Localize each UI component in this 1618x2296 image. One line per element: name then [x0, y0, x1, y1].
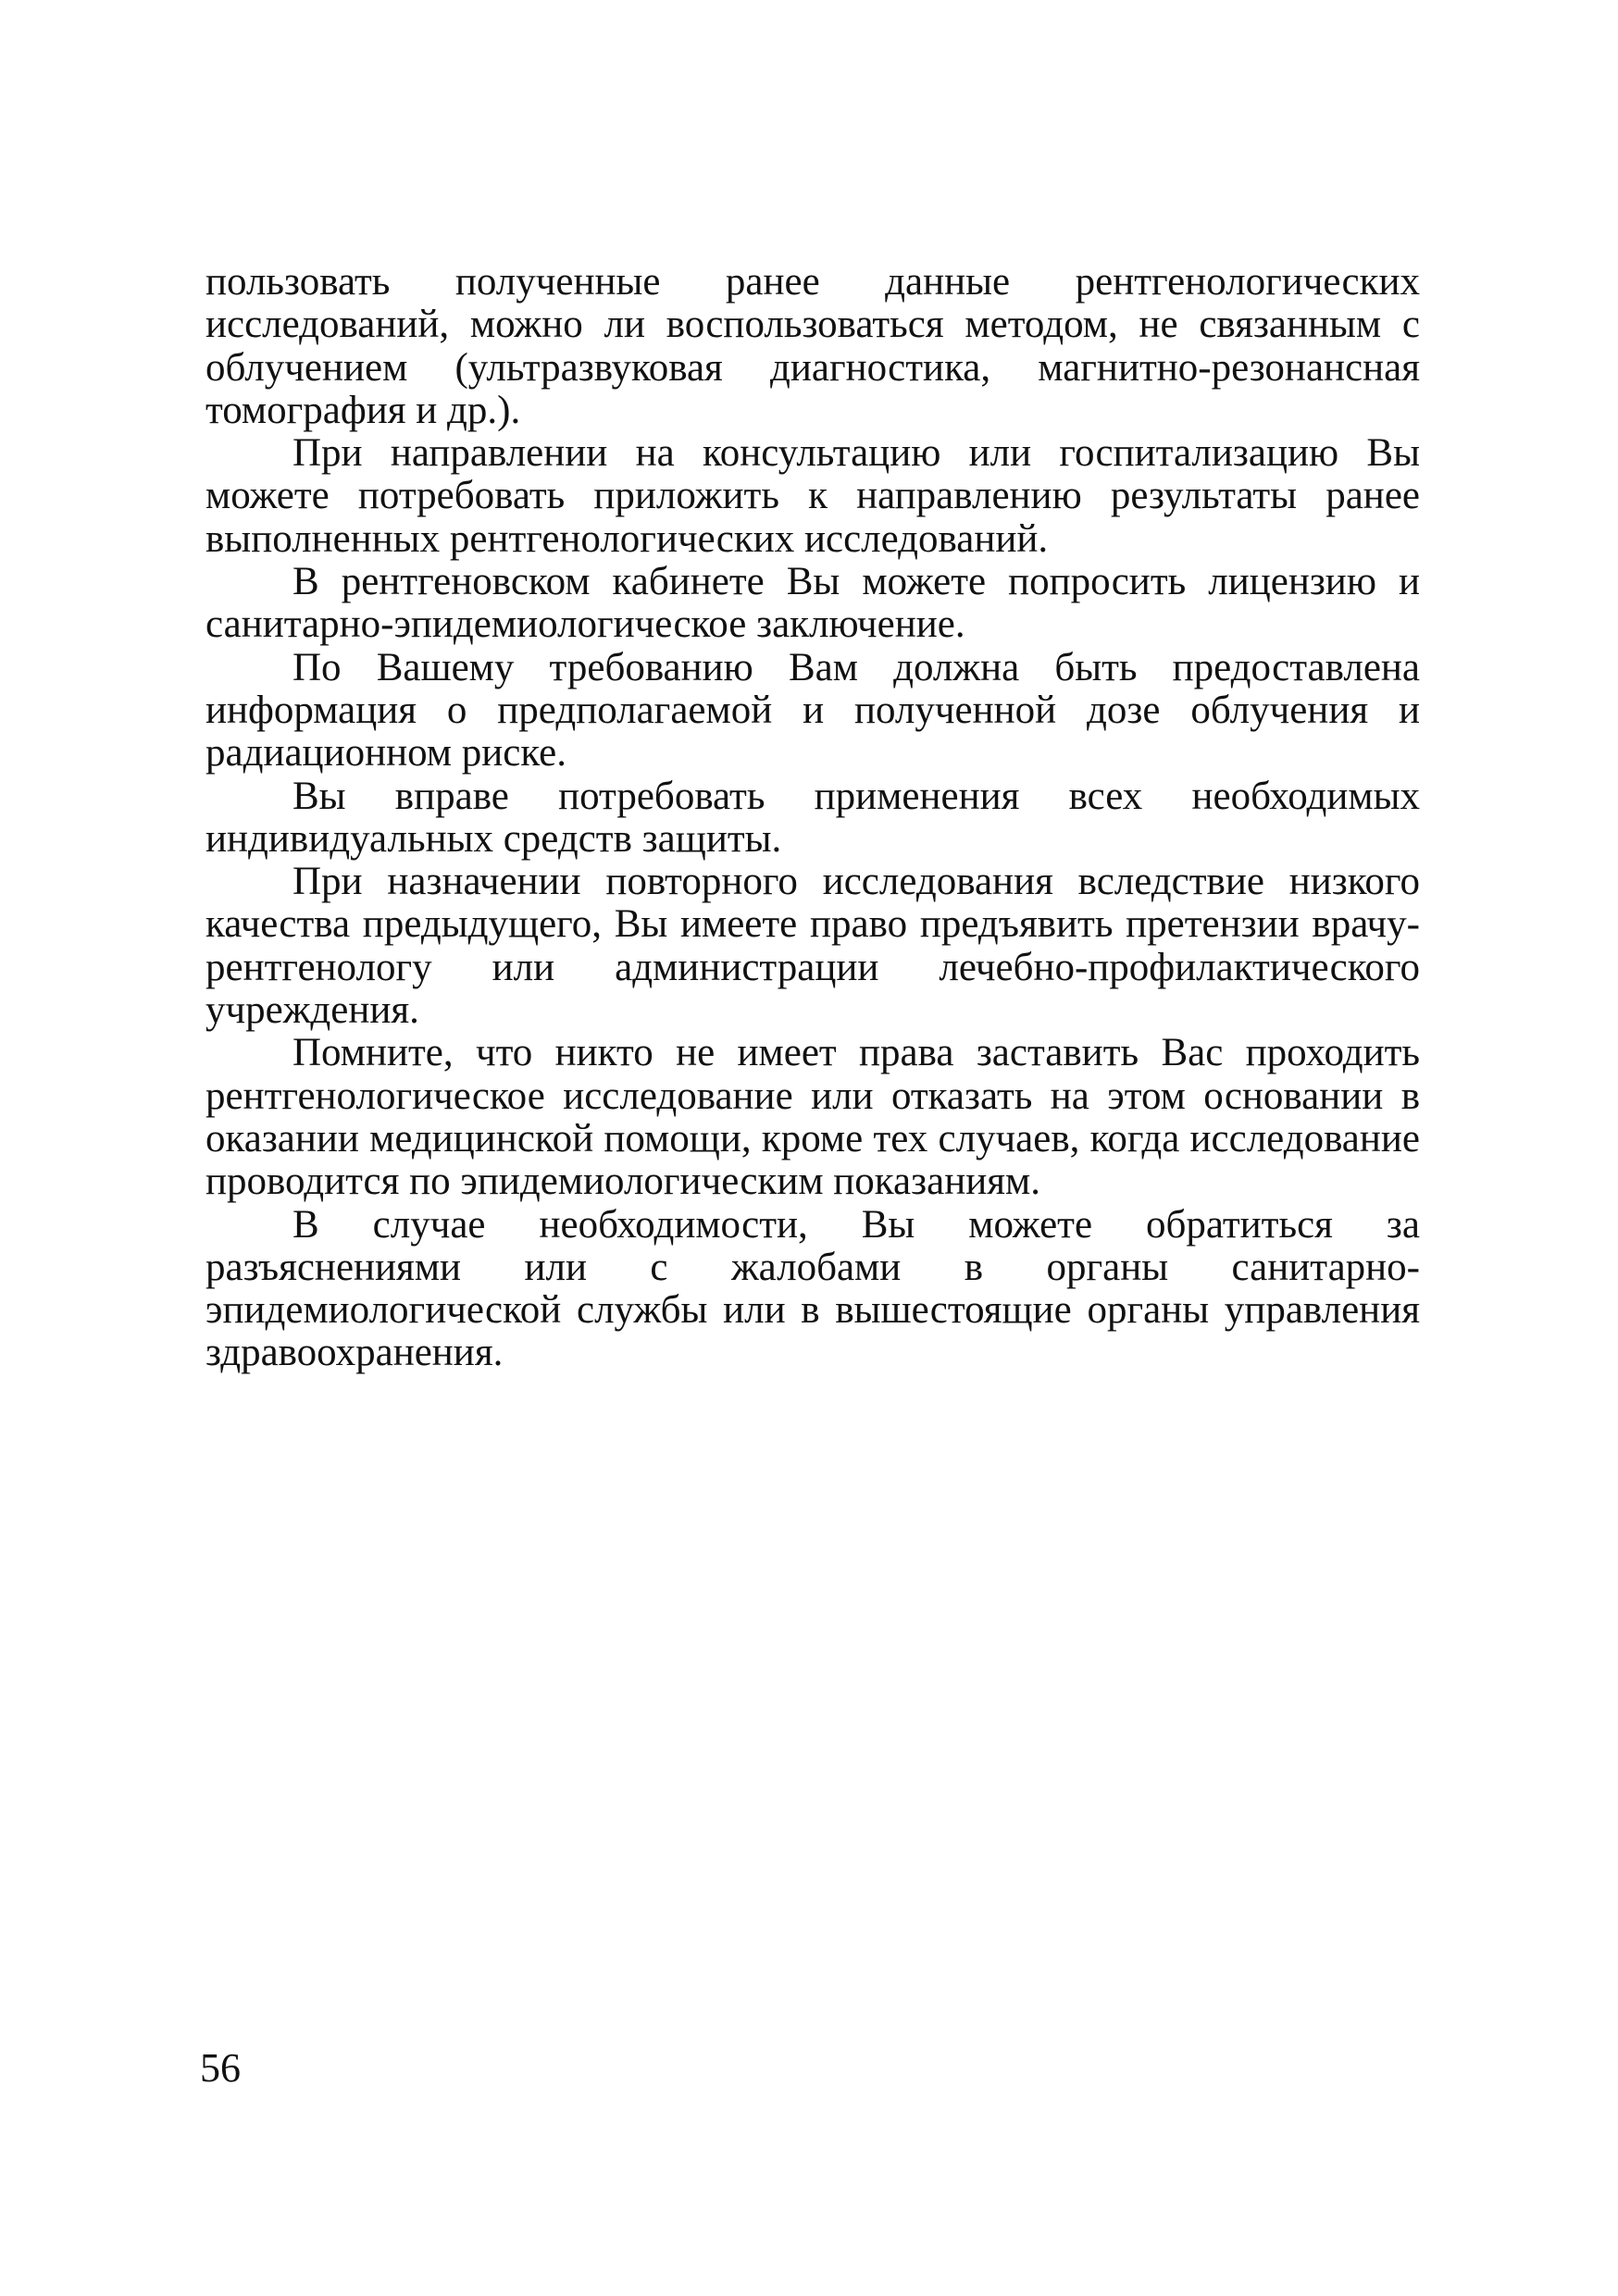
paragraph-continuation: пользовать полученные ранее данные рентгенологических исследований, можно ли воспользоваться методом, не связанным с облучением (ультразвуковая диагностика, магнитно-резонансная томография и др.). [205, 260, 1420, 432]
paragraph-protection: Вы вправе потребовать применения всех необходимых индивидуальных средств защиты. [205, 774, 1420, 861]
body-text [205, 261, 1420, 1375]
paragraph-repeat-exam: При назначении повторного исследования вследствие низкого качества предыдущего, Вы имеете право предъявить претензии врачу-рентгенологу или администрации лечебно-профилактического учреждения. [205, 860, 1420, 1033]
paragraph-license: В рентгеновском кабинете Вы можете попросить лицензию и санитарно-эпидемиологическое заключение. [205, 560, 1420, 647]
paragraph-rights: Помните, что никто не имеет права заставить Вас проходить рентгенологическое исследование или отказать на этом основании в оказании медицинской помощи, кроме тех случаев, когда исследование проводится по эпидемиологическим показаниям. [205, 1031, 1420, 1204]
page-number: 56 [200, 2045, 241, 2091]
paragraph-dose-info: По Вашему требованию Вам должна быть предоставлена информация о предполагаемой и полученной дозе облучения и радиационном риске. [205, 645, 1420, 776]
paragraph-complaints: В случае необходимости, Вы можете обратиться за разъяснениями или с жалобами в органы санитарно-эпидемиологической службы или в вышестоящие органы управления здравоохранения. [205, 1202, 1420, 1375]
paragraph-referral: При направлении на консультацию или госпитализацию Вы можете потребовать приложить к направлению результаты ранее выполненных рентгенологических исследований. [205, 431, 1420, 561]
